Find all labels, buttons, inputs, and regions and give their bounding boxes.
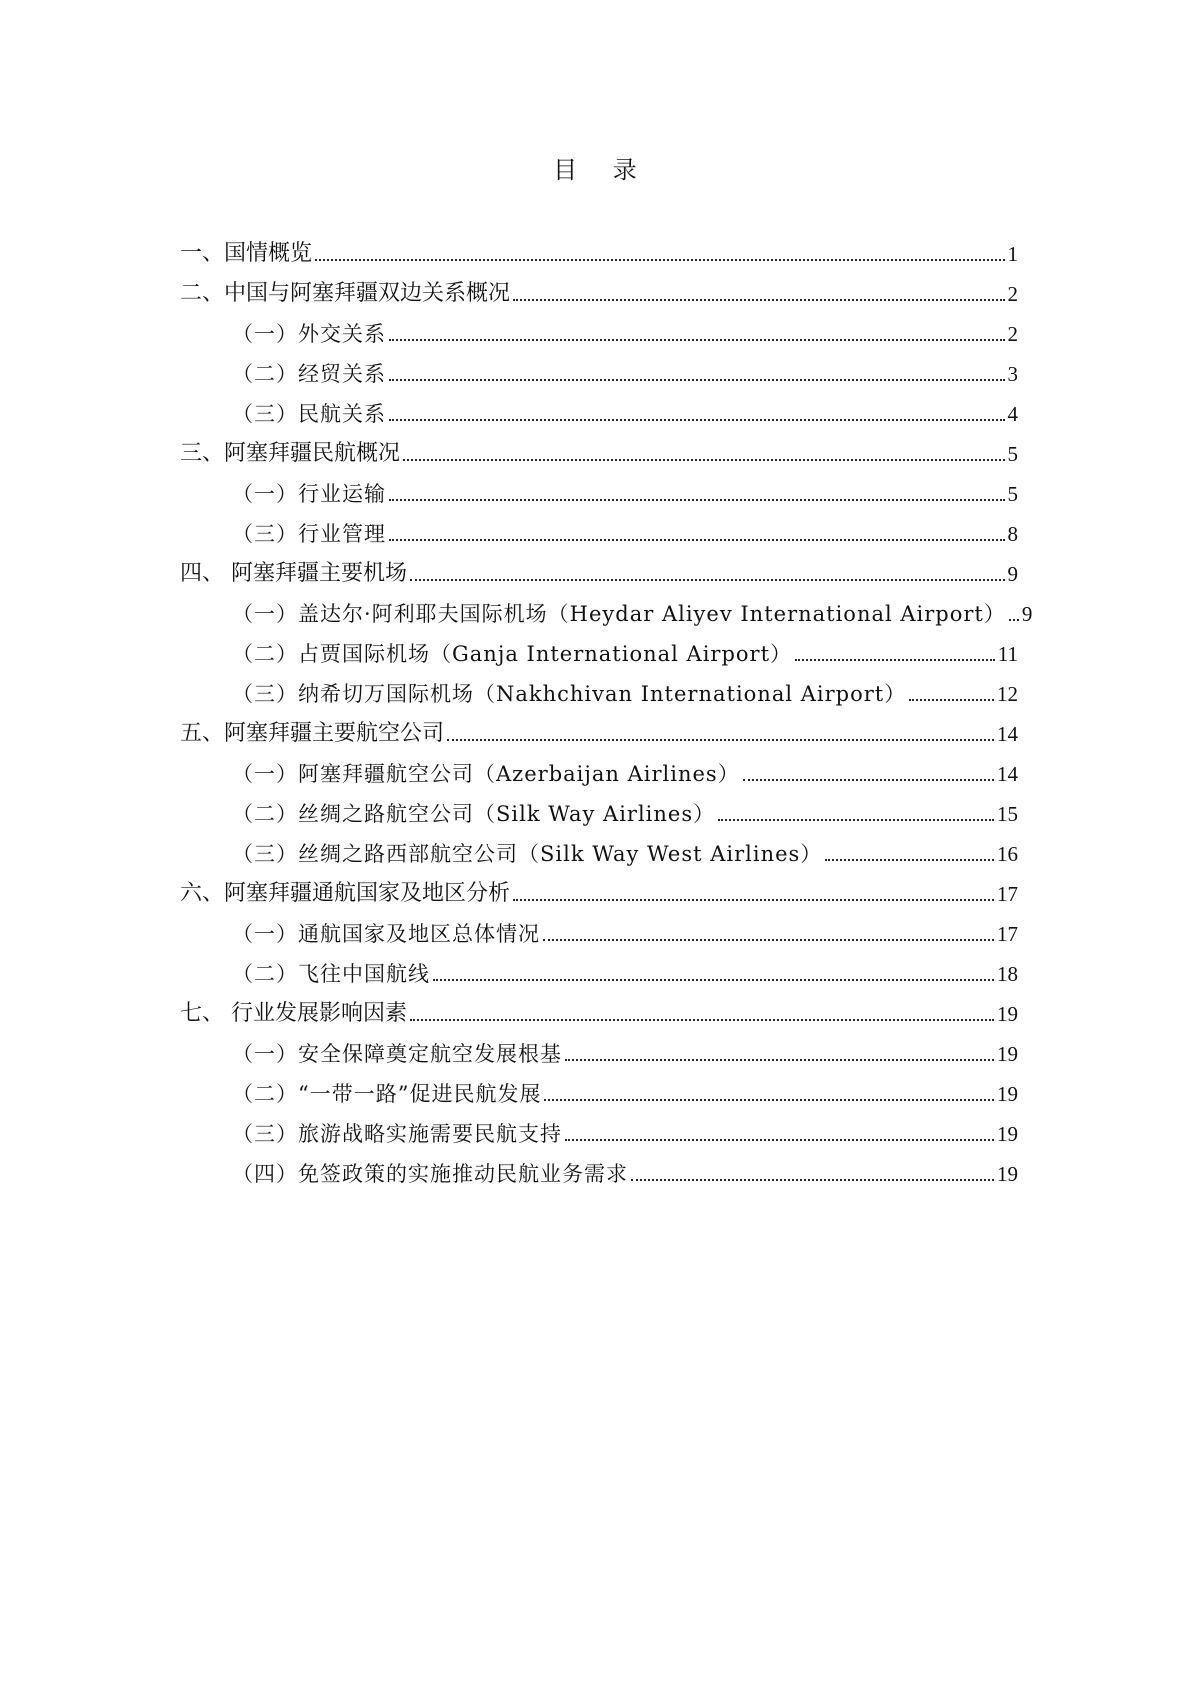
toc-entry[interactable] bbox=[180, 308, 1018, 348]
toc-entry-page: 17 bbox=[997, 882, 1018, 906]
toc-entry-label: （一）通航国家及地区总体情况 bbox=[232, 922, 540, 946]
toc-entry-page: 18 bbox=[997, 962, 1018, 986]
toc-leader-dots bbox=[433, 979, 994, 981]
toc-entry[interactable] bbox=[180, 708, 1018, 748]
toc-entry-label: （三）丝绸之路西部航空公司（Silk Way West Airlines） bbox=[232, 842, 823, 866]
toc-title: 目 录 bbox=[553, 156, 651, 184]
toc-entry-page: 19 bbox=[997, 1002, 1018, 1026]
toc-entry-page: 14 bbox=[997, 722, 1018, 746]
toc-entry-label: （二）经贸关系 bbox=[232, 362, 386, 386]
toc-entry-page: 9 bbox=[1021, 602, 1033, 626]
toc-entry-label: 三、阿塞拜疆民航概况 bbox=[180, 441, 401, 466]
toc-entry-page: 12 bbox=[997, 682, 1018, 706]
toc-entry-label: （二）飞往中国航线 bbox=[232, 962, 430, 986]
toc-leader-dots bbox=[410, 579, 1005, 581]
toc-leader-dots bbox=[389, 539, 1005, 541]
toc-entry-label: （三）旅游战略实施需要民航支持 bbox=[232, 1122, 562, 1146]
toc-entry-label: 一、国情概览 bbox=[180, 241, 313, 266]
toc-entry-label: 五、阿塞拜疆主要航空公司 bbox=[180, 721, 445, 746]
toc-entry[interactable] bbox=[180, 948, 1018, 988]
toc-entry-label: （三）民航关系 bbox=[232, 402, 386, 426]
toc-entry[interactable] bbox=[180, 428, 1018, 468]
toc-entry-page: 5 bbox=[1007, 442, 1018, 466]
toc-entry[interactable] bbox=[180, 348, 1018, 388]
toc-entry-label: （一）阿塞拜疆航空公司（Azerbaijan Airlines） bbox=[232, 762, 740, 786]
toc-entry[interactable] bbox=[180, 1068, 1018, 1108]
toc-entry[interactable] bbox=[180, 228, 1018, 268]
toc-leader-dots bbox=[631, 1179, 994, 1181]
toc-leader-dots bbox=[315, 259, 1004, 261]
toc-entry-label: （二）占贾国际机场（Ganja International Airport） bbox=[232, 642, 793, 666]
toc-entry[interactable] bbox=[180, 868, 1018, 908]
toc-entry-label: （一）外交关系 bbox=[232, 322, 386, 346]
toc-entry-label: （四）免签政策的实施推动民航业务需求 bbox=[232, 1162, 628, 1186]
toc-leader-dots bbox=[565, 1139, 994, 1141]
toc-entry-page: 19 bbox=[997, 1082, 1018, 1106]
toc-entry[interactable] bbox=[180, 388, 1018, 428]
toc-leader-dots bbox=[825, 859, 994, 861]
toc-entry[interactable] bbox=[180, 588, 1033, 628]
toc-entry-page: 16 bbox=[997, 842, 1018, 866]
toc-entry[interactable] bbox=[180, 548, 1018, 588]
toc-entry-page: 9 bbox=[1007, 562, 1018, 586]
toc-leader-dots bbox=[543, 939, 994, 941]
toc-leader-dots bbox=[544, 1099, 994, 1101]
toc-entry-page: 19 bbox=[997, 1122, 1018, 1146]
toc-leader-dots bbox=[513, 899, 994, 901]
toc-leader-dots bbox=[403, 459, 1004, 461]
toc-leader-dots bbox=[389, 339, 1005, 341]
toc-leader-dots bbox=[447, 739, 994, 741]
toc-entry[interactable] bbox=[180, 668, 1018, 708]
toc-entry[interactable] bbox=[180, 1148, 1018, 1188]
toc-leader-dots bbox=[1009, 619, 1019, 621]
toc-entry-page: 2 bbox=[1007, 322, 1018, 346]
toc-entry[interactable] bbox=[180, 1028, 1018, 1068]
toc-entry-page: 2 bbox=[1007, 282, 1018, 306]
toc-entry-label: 六、阿塞拜疆通航国家及地区分析 bbox=[180, 881, 511, 906]
toc-entry-label: 四、 阿塞拜疆主要机场 bbox=[180, 561, 407, 586]
toc-entry-label: （三）行业管理 bbox=[232, 522, 386, 546]
toc-leader-dots bbox=[513, 299, 1004, 301]
toc-entry-page: 1 bbox=[1007, 242, 1018, 266]
toc-leader-dots bbox=[389, 419, 1005, 421]
toc-entry[interactable] bbox=[180, 988, 1018, 1028]
toc-entry[interactable] bbox=[180, 748, 1018, 788]
toc-entry-page: 19 bbox=[997, 1042, 1018, 1066]
toc-entry[interactable] bbox=[180, 828, 1018, 868]
toc-entry-label: （一）行业运输 bbox=[232, 482, 386, 506]
toc-leader-dots bbox=[389, 379, 1005, 381]
toc-entry-page: 14 bbox=[997, 762, 1018, 786]
toc-entry-label: 七、 行业发展影响因素 bbox=[180, 1001, 407, 1026]
toc-entry-page: 5 bbox=[1007, 482, 1018, 506]
toc-entry-label: （一）安全保障奠定航空发展根基 bbox=[232, 1042, 562, 1066]
toc-entry-label: （三）纳希切万国际机场（Nakhchivan International Airport） bbox=[232, 682, 907, 706]
toc-entry[interactable] bbox=[180, 788, 1018, 828]
toc-entry[interactable] bbox=[180, 268, 1018, 308]
toc-list bbox=[180, 228, 1033, 1188]
toc-entry-page: 4 bbox=[1007, 402, 1018, 426]
toc-entry[interactable] bbox=[180, 1108, 1018, 1148]
toc-entry-page: 11 bbox=[997, 642, 1018, 666]
toc-entry[interactable] bbox=[180, 508, 1018, 548]
toc-entry-label: （二）“一带一路”促进民航发展 bbox=[232, 1082, 542, 1106]
toc-entry[interactable] bbox=[180, 908, 1018, 948]
toc-entry-label: （一）盖达尔·阿利耶夫国际机场（Heydar Aliyev International Airport） bbox=[232, 602, 1006, 626]
toc-entry-label: 二、中国与阿塞拜疆双边关系概况 bbox=[180, 281, 511, 306]
toc-leader-dots bbox=[565, 1059, 994, 1061]
toc-entry-page: 8 bbox=[1007, 522, 1018, 546]
toc-leader-dots bbox=[718, 819, 994, 821]
toc-entry[interactable] bbox=[180, 468, 1018, 508]
toc-leader-dots bbox=[795, 659, 995, 661]
toc-entry[interactable] bbox=[180, 628, 1018, 668]
toc-leader-dots bbox=[909, 699, 994, 701]
toc-entry-page: 19 bbox=[997, 1162, 1018, 1186]
toc-leader-dots bbox=[410, 1019, 994, 1021]
toc-entry-page: 3 bbox=[1007, 362, 1018, 386]
toc-entry-label: （二）丝绸之路航空公司（Silk Way Airlines） bbox=[232, 802, 716, 826]
toc-leader-dots bbox=[389, 499, 1005, 501]
toc-entry-page: 17 bbox=[997, 922, 1018, 946]
toc-leader-dots bbox=[743, 779, 994, 781]
toc-entry-page: 15 bbox=[997, 802, 1018, 826]
